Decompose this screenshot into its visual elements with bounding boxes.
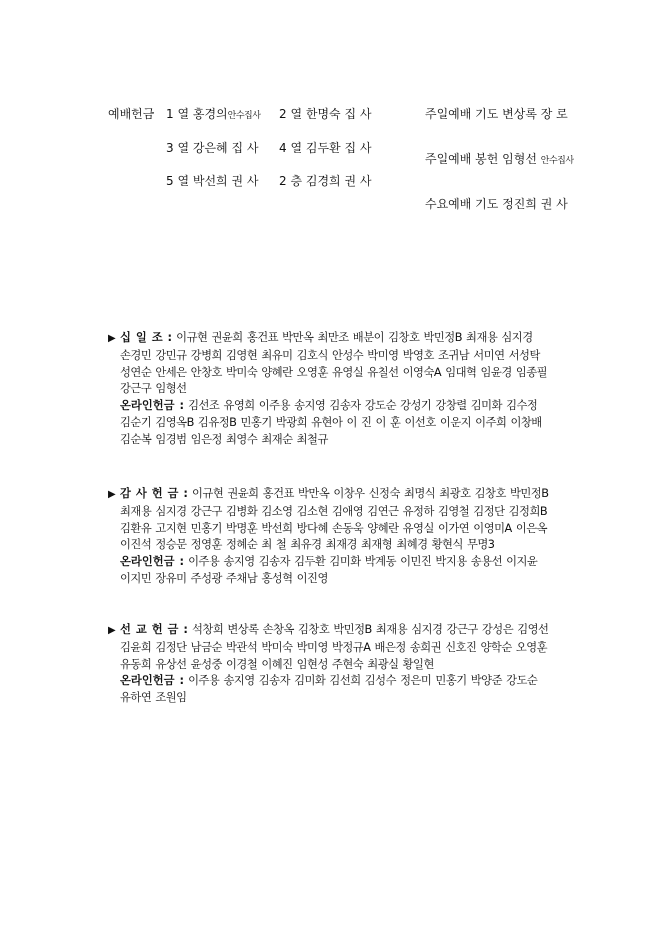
thanks-line: 최재용 심지경 강근구 김병화 김소영 김소현 김애영 김연근 유정하 김영철 김정단 김정희B: [120, 504, 548, 518]
offering-row1-b: 2 열 한명숙 집 사: [279, 107, 372, 121]
tithe-online-label: 온라인헌금 :: [120, 399, 185, 413]
arrow-icon: ▶: [108, 333, 116, 344]
tithe-online-line: 김순기 김영옥B 김유정B 민홍기 박광희 유현아 이 진 이 훈 이선호 이운지 이주희 이창배: [120, 415, 542, 429]
tithe-line: 성연순 안세은 안창호 박미숙 양혜란 오영훈 유영실 유칠선 이영숙A 임대혁 임윤경 임종필: [120, 365, 548, 379]
arrow-icon: ▶: [108, 625, 116, 636]
thanks-label: 감 사 헌 금 :: [120, 487, 188, 500]
thanks-first-line: ▶ 감 사 헌 금 : 이규현 권윤희 홍건표 박만옥 이창우 신정숙 최명식 최광호 김창호 박민정B: [108, 486, 578, 504]
tithe-line: 강근구 임형선: [120, 382, 187, 396]
mission-section: [108, 622, 578, 707]
tithe-label: 십 일 조 :: [120, 331, 173, 344]
offering-row3-b: 2 층 김경희 권 사: [279, 174, 372, 188]
duty-offertory: 주일예배 봉헌 임형선 안수집사: [425, 152, 574, 166]
thanks-online-line: 이지민 장유미 주성광 주채남 홍성혁 이진영: [120, 571, 328, 585]
offering-row1-title: 안수집사: [227, 111, 261, 121]
tithe-line: 손경민 강민규 강병희 김영현 최유미 김호식 안성수 박미영 박영호 조귀남 서미연 서성탁: [120, 348, 540, 362]
mission-first-line: ▶ 선 교 헌 금 : 석창희 변상록 손창옥 김창호 박민정B 최재용 심지경 강근구 강성은 김영선: [108, 622, 578, 640]
offering-row2-a: 3 열 강은혜 집 사: [166, 141, 259, 155]
duty-prayer: 주일예배 기도 변상록 장 로: [425, 107, 568, 121]
duty-offertory-title: 안수집사: [540, 156, 574, 166]
thanks-section: [108, 486, 578, 588]
mission-line: 김윤희 김정단 남금순 박관석 박미숙 박미영 박정규A 배은정 송희권 신호진 양학순 오영훈: [120, 640, 548, 654]
thanks-online-label: 온라인헌금 :: [120, 555, 185, 569]
mission-online-label: 온라인헌금 :: [120, 674, 185, 688]
offering-row2-b: 4 열 김두환 집 사: [279, 141, 372, 155]
offering-label: 예배헌금: [108, 107, 155, 121]
tithe-section: [108, 330, 578, 449]
duty-wednesday: 수요예배 기도 정진희 권 사: [425, 197, 568, 211]
thanks-line: 이진석 정승문 정영훈 정혜순 최 철 최유경 최재경 최재형 최혜경 황현식 무명3: [120, 538, 495, 552]
thanks-online-first-line: 온라인헌금 : 이주용 송지영 김송자 김두환 김미화 박계동 이민진 박지용 송용선 이지윤: [120, 555, 538, 569]
tithe-online-first-line: 온라인헌금 : 김선조 유영희 이주용 송지영 김송자 강도순 강성기 강창렬 김미화 김수정: [120, 399, 538, 413]
tithe-online-line: 김순복 임경범 임은정 최영수 최재순 최철규: [120, 432, 328, 446]
thanks-line: 김환유 고지현 민홍기 박명훈 박선희 방다혜 손동욱 양혜란 유영실 이가연 이영미A 이은옥: [120, 521, 548, 535]
mission-online-first-line: 온라인헌금 : 이주용 송지영 김송자 김미화 김선희 김성수 정은미 민홍기 박양준 강도순: [120, 674, 538, 688]
offering-row1-a: 1 열 홍경의안수집사: [166, 107, 261, 121]
arrow-icon: ▶: [108, 489, 116, 500]
offering-row3-a: 5 열 박선희 권 사: [166, 174, 259, 188]
mission-online-line: 유하연 조원임: [120, 691, 187, 705]
mission-line: 유동희 유상선 윤성중 이경철 이혜진 임현성 주현숙 최광실 황일현: [120, 657, 434, 671]
tithe-first-line: ▶ 십 일 조 : 이규현 권윤희 홍건표 박만옥 최만조 배분이 김창호 박민정B 최재용 심지경: [108, 330, 578, 348]
mission-label: 선 교 헌 금 :: [120, 623, 188, 636]
